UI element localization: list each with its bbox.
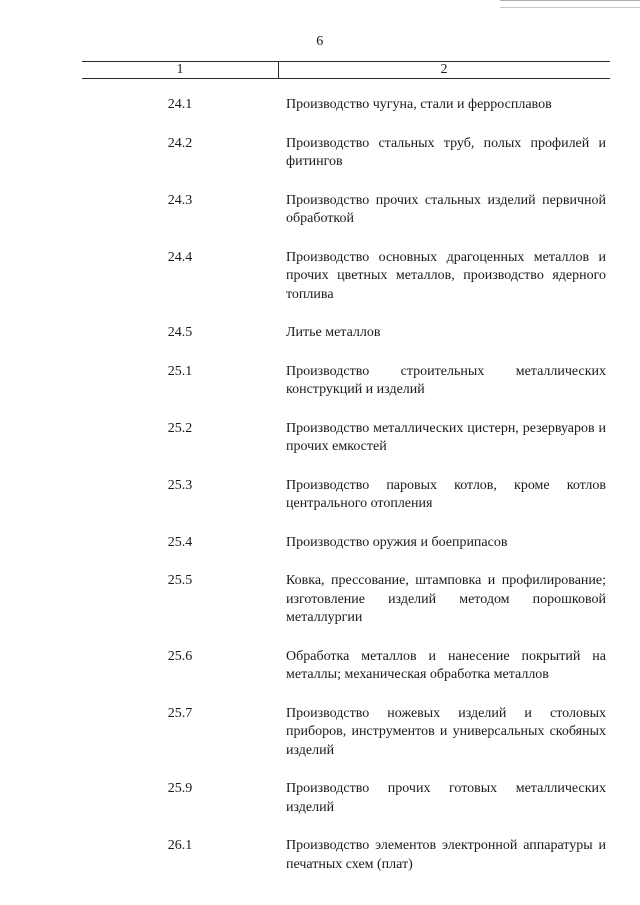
table-row	[0, 363, 640, 400]
row-code: 24.2	[167, 135, 193, 151]
page-number: 6	[316, 34, 324, 49]
row-code: 25.5	[167, 573, 193, 588]
column-header-1: 1	[176, 62, 184, 77]
row-code: 26.1	[167, 838, 193, 853]
table-row	[0, 96, 640, 115]
table-row	[0, 837, 640, 874]
table-row	[0, 648, 640, 685]
table-row	[0, 135, 640, 172]
row-description: Производство чугуна, стали и ферросплавов	[286, 97, 552, 112]
row-description: Обработка металлов и нанесение покрытий на металлы; механическая обработка металлов	[286, 648, 606, 682]
row-code: 25.1	[167, 363, 193, 379]
row-description: Производство прочих готовых металлических изделий	[286, 781, 606, 815]
row-code: 24.4	[167, 249, 193, 265]
scan-corner-mark	[500, 0, 640, 8]
row-code: 25.6	[167, 648, 193, 664]
row-description: Производство прочих стальных изделий первичной обработкой	[286, 192, 606, 226]
row-code: 25.9	[167, 781, 193, 796]
classification-table-body	[0, 96, 640, 894]
row-description: Производство элементов электронной аппаратуры и печатных схем (плат)	[286, 838, 606, 872]
table-row	[0, 705, 640, 761]
table-row	[0, 477, 640, 514]
row-code: 24.5	[167, 325, 193, 340]
row-description: Литье металлов	[286, 325, 381, 340]
row-code: 25.4	[167, 534, 193, 550]
table-row	[0, 572, 640, 628]
column-header-2: 2	[440, 62, 448, 77]
row-code: 24.3	[167, 192, 193, 208]
row-description: Производство оружия и боеприпасов	[286, 534, 508, 550]
table-row	[0, 324, 640, 343]
table-row	[0, 420, 640, 457]
table-row	[0, 534, 640, 553]
table-row	[0, 192, 640, 229]
row-description: Производство основных драгоценных металлов и прочих цветных металлов, производство ядерного топлива	[286, 249, 606, 302]
row-description: Производство строительных металлических конструкций и изделий	[286, 363, 606, 397]
row-description: Производство стальных труб, полых профилей и фитингов	[286, 135, 606, 169]
row-description: Ковка, прессование, штамповка и профилирование; изготовление изделий методом порошковой металлургии	[286, 573, 606, 625]
row-description: Производство паровых котлов, кроме котлов центрального отопления	[286, 477, 606, 511]
table-header-bottom-rule	[82, 78, 610, 79]
table-row	[0, 249, 640, 305]
table-row	[0, 780, 640, 817]
row-description: Производство металлических цистерн, резервуаров и прочих емкостей	[286, 420, 606, 454]
row-code: 25.2	[167, 420, 193, 436]
row-description: Производство ножевых изделий и столовых приборов, инструментов и универсальных скобяных изделий	[286, 705, 606, 758]
row-code: 25.3	[167, 477, 193, 493]
row-code: 24.1	[167, 97, 193, 112]
row-code: 25.7	[167, 705, 193, 721]
